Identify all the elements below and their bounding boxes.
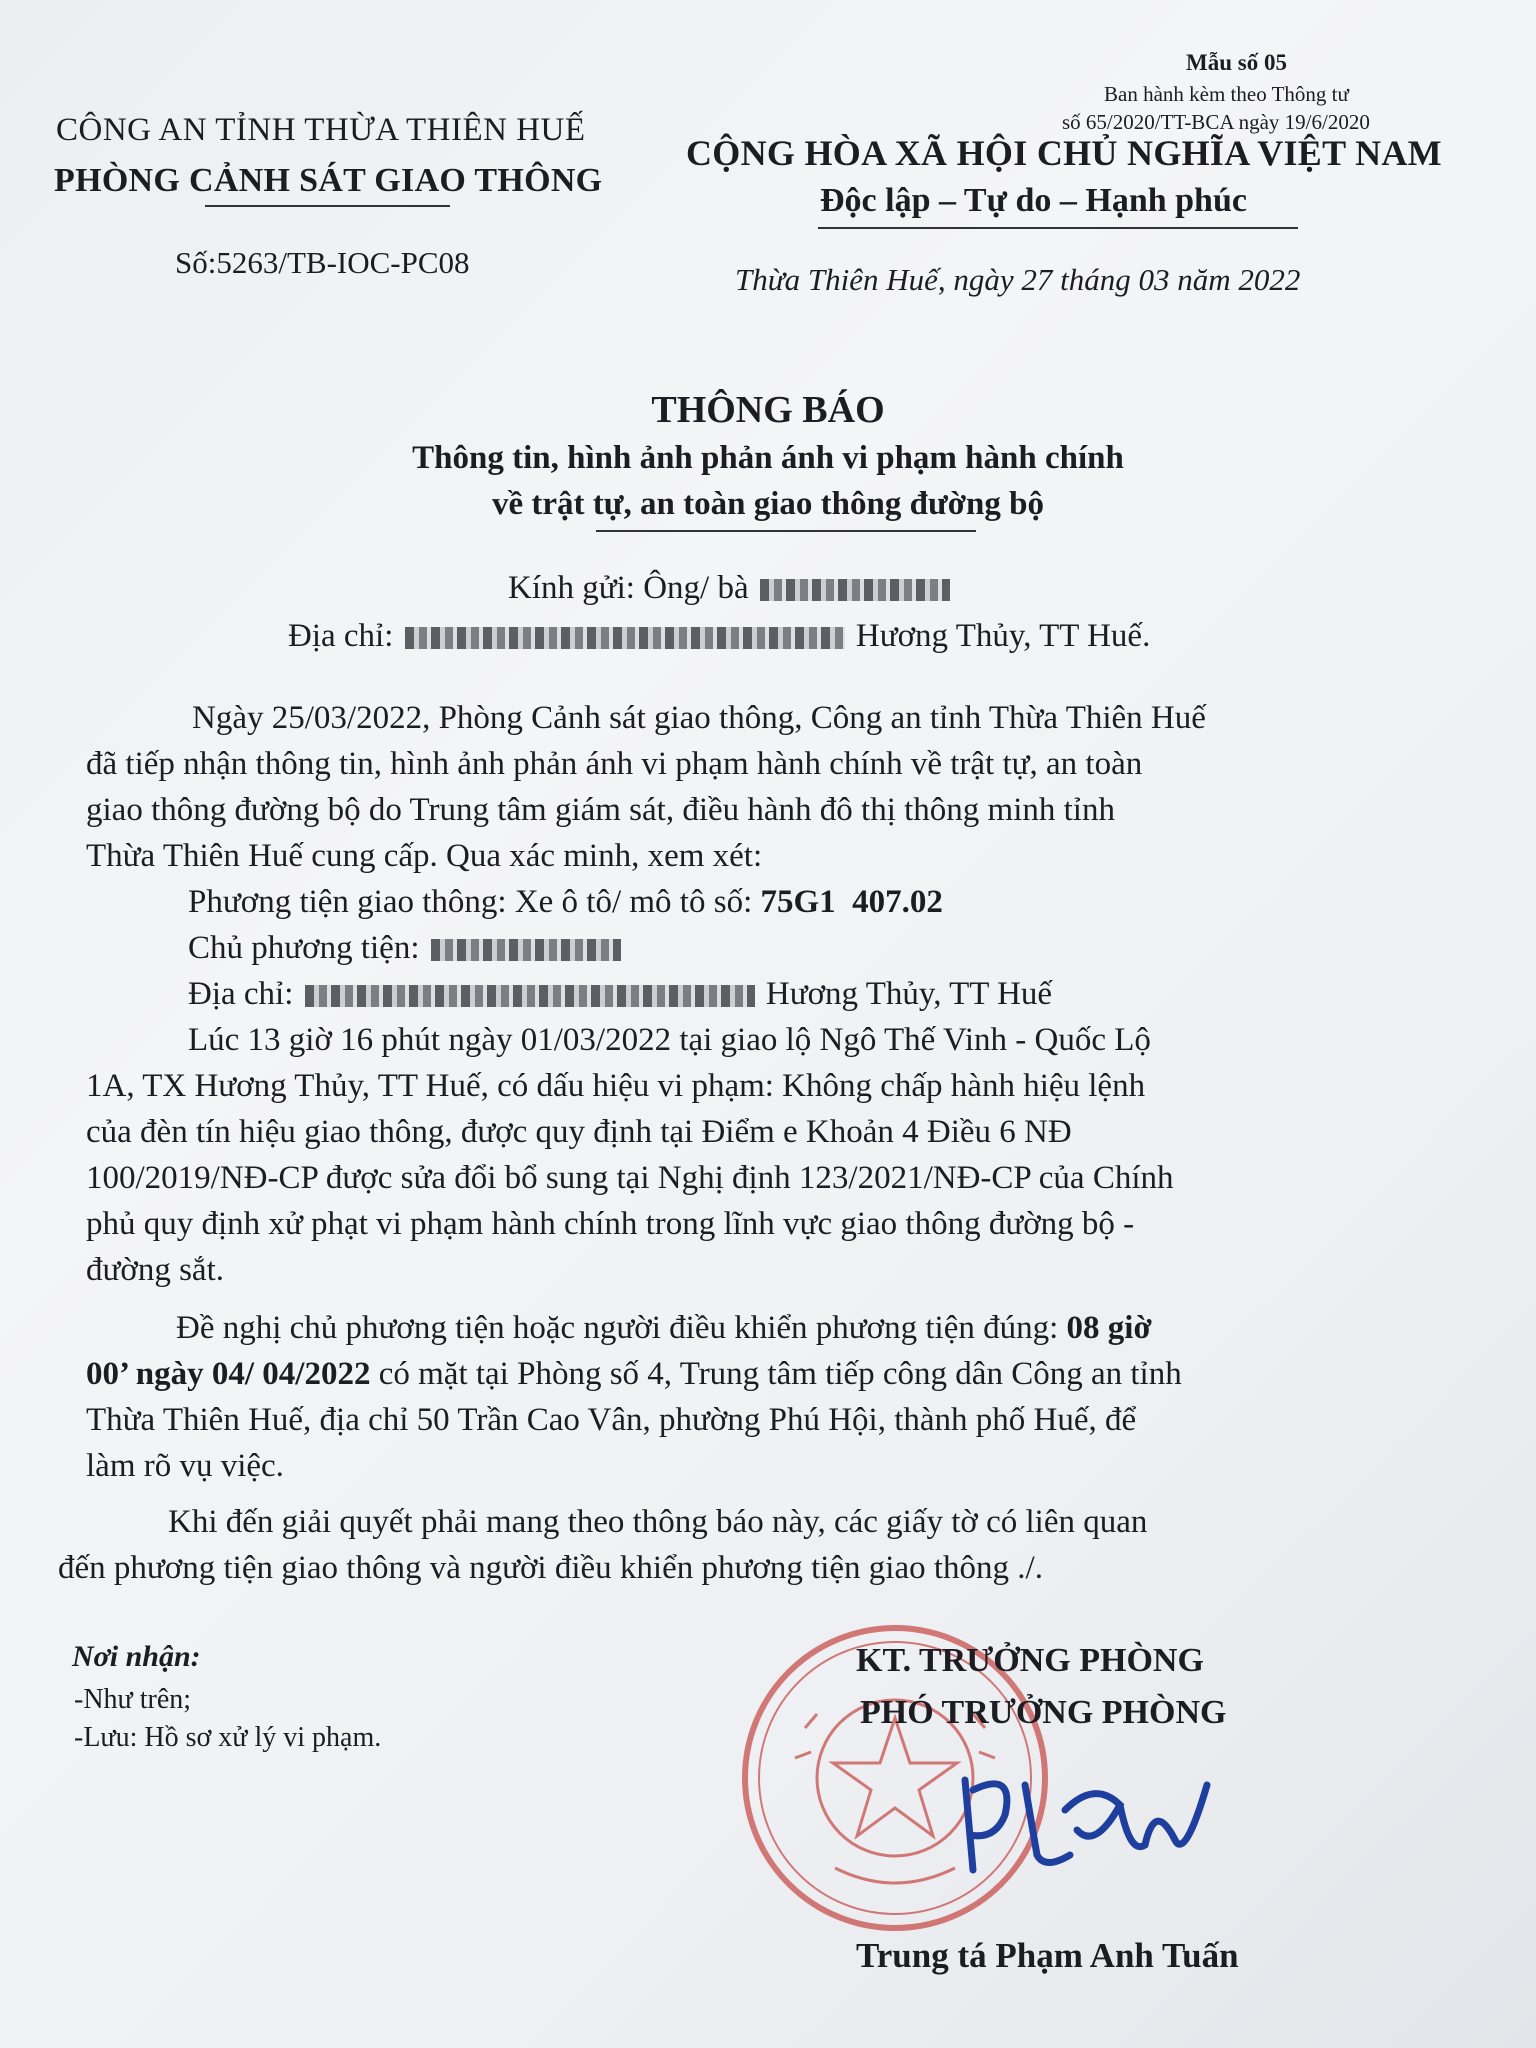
owner-line — [188, 930, 624, 967]
agency-line-1: CÔNG AN TỈNH THỪA THIÊN HUẾ — [56, 112, 586, 148]
body-line: đến phương tiện giao thông và người điều khiển phương tiện giao thông ./. — [58, 1550, 1043, 1586]
vehicle-line — [188, 884, 943, 921]
nation-name: CỘNG HÒA XÃ HỘI CHỦ NGHĨA VIỆT NAM — [686, 133, 1442, 173]
address-label: Địa chỉ: — [288, 618, 394, 654]
title-underline — [596, 530, 976, 532]
recipient-address — [288, 618, 1150, 655]
agency-line-2: PHÒNG CẢNH SÁT GIAO THÔNG — [54, 162, 603, 199]
agency-underline — [205, 205, 450, 207]
national-motto: Độc lập – Tự do – Hạnh phúc — [820, 182, 1247, 219]
redacted-owner-address — [305, 985, 755, 1007]
body-line: Thừa Thiên Huế, địa chỉ 50 Trần Cao Vân, phường Phú Hội, thành phố Huế, để — [86, 1402, 1137, 1438]
owner-address-label: Địa chỉ: — [188, 976, 294, 1012]
appointment-place: có mặt tại Phòng số 4, Trung tâm tiếp công dân Công an tỉnh — [378, 1356, 1182, 1392]
body-line: Khi đến giải quyết phải mang theo thông báo này, các giấy tờ có liên quan — [168, 1504, 1148, 1540]
recipient-item: -Như trên; — [74, 1684, 192, 1715]
body-line: làm rõ vụ việc. — [86, 1448, 284, 1484]
form-issued-line-2: số 65/2020/TT-BCA ngày 19/6/2020 — [1062, 110, 1370, 134]
body-line: giao thông đường bộ do Trung tâm giám sát, điều hành đô thị thông minh tỉnh — [86, 792, 1115, 828]
redacted-address — [405, 627, 845, 649]
handwritten-signature-icon — [945, 1760, 1225, 1890]
body-line: 1A, TX Hương Thủy, TT Huế, có dấu hiệu vi phạm: Không chấp hành hiệu lệnh — [86, 1068, 1146, 1104]
signature-line-1: KT. TRƯỞNG PHÒNG — [856, 1642, 1204, 1679]
redacted-owner — [431, 939, 621, 961]
greeting-text: Kính gửi: Ông/ bà — [508, 570, 749, 606]
vehicle-label: Phương tiện giao thông: Xe ô tô/ mô tô số: — [188, 884, 753, 920]
redacted-name — [760, 579, 950, 601]
body-line — [176, 1310, 1152, 1347]
owner-label: Chủ phương tiện: — [188, 930, 420, 966]
body-line: của đèn tín hiệu giao thông, được quy định tại Điểm e Khoản 4 Điều 6 NĐ — [86, 1114, 1072, 1150]
license-plate: 75G1 407.02 — [760, 884, 943, 920]
appointment-request: Đề nghị chủ phương tiện hoặc người điều khiển phương tiện đúng: — [176, 1310, 1059, 1346]
notice-subtitle-line-2: về trật tự, an toàn giao thông đường bộ — [491, 486, 1044, 522]
recipients-title: Nơi nhận: — [72, 1640, 201, 1673]
signer-name: Trung tá Phạm Anh Tuấn — [856, 1936, 1239, 1975]
form-code: Mẫu số 05 — [1186, 50, 1287, 75]
motto-underline — [818, 227, 1298, 229]
signature-line-2: PHÓ TRƯỞNG PHÒNG — [860, 1694, 1227, 1731]
body-line: Thừa Thiên Huế cung cấp. Qua xác minh, xem xét: — [86, 838, 763, 874]
form-issued-line-1: Ban hành kèm theo Thông tư — [1104, 82, 1349, 106]
body-line: đã tiếp nhận thông tin, hình ảnh phản ánh vi phạm hành chính về trật tự, an toàn — [86, 746, 1143, 782]
body-line: 100/2019/NĐ-CP được sửa đổi bổ sung tại Nghị định 123/2021/NĐ-CP của Chính — [86, 1160, 1174, 1196]
recipient-item: -Lưu: Hồ sơ xử lý vi phạm. — [74, 1722, 382, 1753]
body-line: Lúc 13 giờ 16 phút ngày 01/03/2022 tại giao lộ Ngô Thế Vinh - Quốc Lộ — [188, 1022, 1151, 1058]
body-line: Ngày 25/03/2022, Phòng Cảnh sát giao thông, Công an tỉnh Thừa Thiên Huế — [192, 700, 1206, 736]
owner-address-suffix: Hương Thủy, TT Huế — [765, 976, 1053, 1012]
notice-subtitle-line-1: Thông tin, hình ảnh phản ánh vi phạm hành chính — [412, 440, 1124, 476]
body-line: đường sắt. — [86, 1252, 224, 1288]
place-date: Thừa Thiên Huế, ngày 27 tháng 03 năm 2022 — [735, 262, 1301, 297]
recipient-greeting — [508, 570, 953, 607]
owner-address-line — [188, 976, 1052, 1013]
address-suffix: Hương Thủy, TT Huế. — [855, 618, 1151, 654]
appointment-time: 08 giờ — [1066, 1310, 1152, 1346]
body-line — [86, 1356, 1182, 1393]
appointment-date: 00’ ngày 04/ 04/2022 — [86, 1356, 371, 1392]
notice-title: THÔNG BÁO — [651, 389, 885, 431]
document-number: Số:5263/TB-IOC-PC08 — [175, 245, 470, 280]
body-line: phủ quy định xử phạt vi phạm hành chính trong lĩnh vực giao thông đường bộ - — [86, 1206, 1135, 1242]
